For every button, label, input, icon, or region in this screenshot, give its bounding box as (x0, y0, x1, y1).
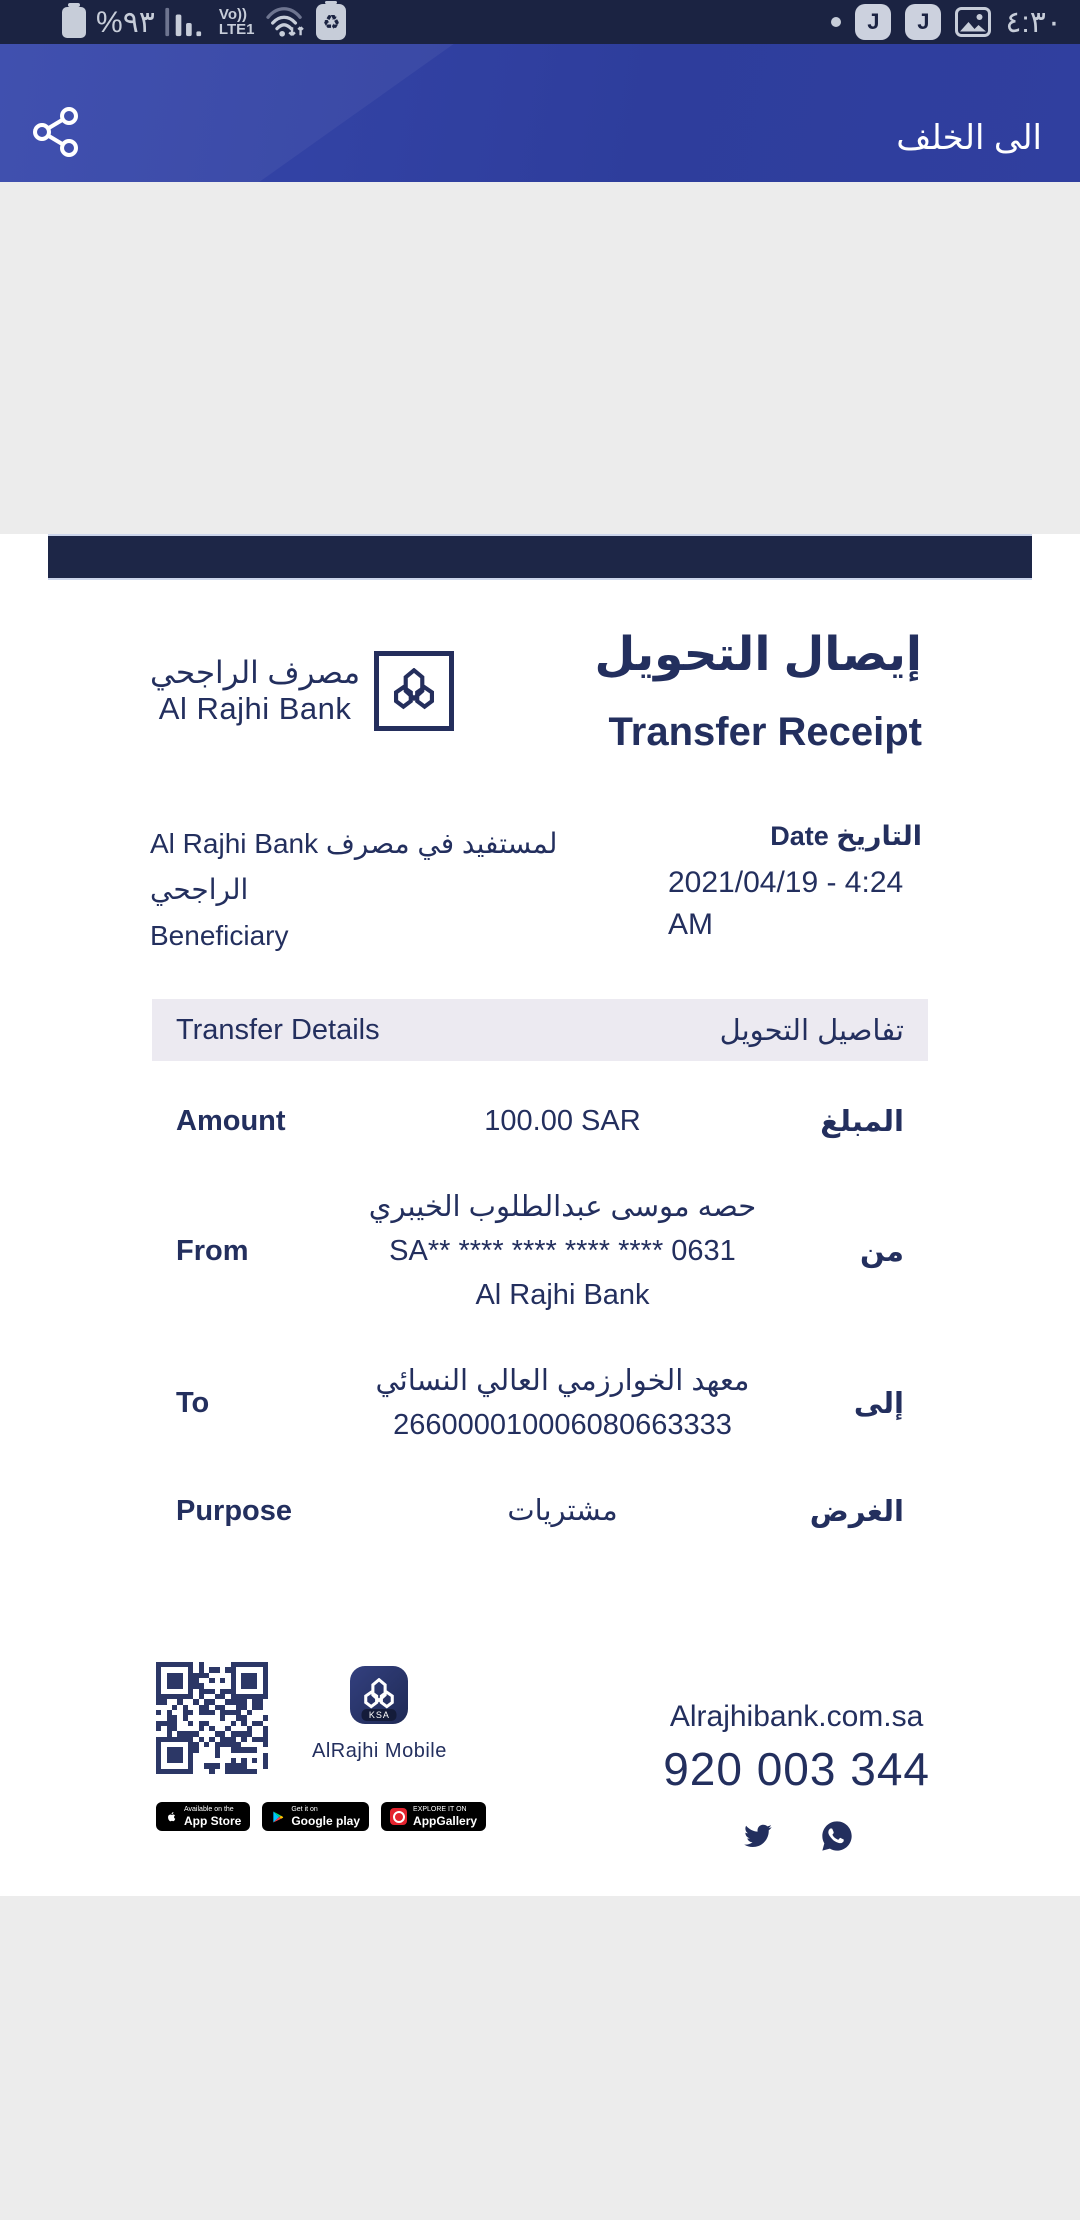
phone-number: 920 003 344 (663, 1743, 930, 1795)
apple-icon (165, 1809, 178, 1825)
row-label-en: To (176, 1386, 210, 1419)
details-row-from (152, 1164, 928, 1338)
details-row-to (152, 1338, 928, 1468)
badge-bottom-text: App Store (184, 1814, 242, 1828)
transfer-details-header (152, 999, 928, 1061)
details-row-purpose (152, 1468, 928, 1554)
power-saving-icon: ♻ (316, 4, 346, 40)
battery-icon (62, 7, 86, 38)
wifi-icon (264, 5, 306, 39)
bank-emblem-icon (374, 651, 454, 731)
notification-dot-icon (831, 17, 841, 27)
date-label: التاريخ Date (770, 821, 922, 851)
ksa-badge: KSA (362, 1709, 397, 1721)
back-button[interactable]: الى الخلف (896, 119, 1042, 157)
badge-bottom-text: Google play (291, 1814, 361, 1828)
app-name-caption: AlRajhi Mobile (312, 1740, 447, 1762)
clock: ٤:٣٠ (1005, 5, 1062, 39)
transfer-details-header-ar: تفاصيل التحويل (719, 1014, 904, 1047)
badge-top-text: Available on the (184, 1806, 234, 1813)
row-value: معهد الخوارزمي العالي النسائي 266000010006080663333 (375, 1365, 750, 1441)
app-notification-icon: J (905, 4, 941, 40)
bank-logo (150, 651, 454, 731)
twitter-icon (741, 1821, 775, 1851)
bank-name-english: Al Rajhi Bank (158, 690, 352, 726)
beneficiary-block (150, 821, 590, 959)
date-value: 2021/04/19 - 4:24 AM (668, 866, 904, 941)
status-right-group (831, 4, 1062, 40)
share-button[interactable] (32, 106, 80, 158)
alrajhi-app-icon (350, 1666, 408, 1724)
content-gap-bottom (0, 1896, 1080, 2220)
footer-contact (663, 1700, 930, 1852)
badge-top-text: EXPLORE IT ON (413, 1806, 467, 1813)
google-play-badge (262, 1802, 369, 1831)
google-play-icon (271, 1809, 285, 1825)
app-store-badge (156, 1802, 250, 1831)
date-beneficiary-row (150, 821, 922, 959)
content-gap-top (0, 182, 1080, 486)
badge-bottom-text: AppGallery (413, 1814, 478, 1828)
volte-label: Vo)) (218, 6, 247, 23)
receipt-top-divider (48, 534, 1032, 580)
row-label-en: Amount (176, 1104, 286, 1137)
receipt-title-block (595, 626, 922, 755)
row-label-en: From (176, 1234, 249, 1267)
app-notification-icon: J (855, 4, 891, 40)
website-url: Alrajhibank.com.sa (669, 1700, 924, 1733)
app-gallery-badge (381, 1802, 486, 1831)
whatsapp-icon (821, 1820, 853, 1852)
bank-logo-text (150, 655, 360, 727)
store-badges (156, 1802, 486, 1831)
row-value: حصه موسى عبدالطلوب الخيبري SA** **** **** **** **** 0631 Al Rajhi Bank (368, 1191, 757, 1311)
battery-percent: %٩٣ (96, 5, 155, 39)
details-table (152, 1067, 928, 1554)
receipt (0, 534, 1080, 1896)
footer-apps (156, 1658, 486, 1831)
date-block (668, 821, 922, 946)
details-row-amount (152, 1067, 928, 1164)
badge-top-text: Get it on (291, 1806, 318, 1813)
receipt-title-arabic: إيصال التحويل (594, 627, 922, 680)
bank-name-arabic: مصرف الراجحي (150, 654, 361, 690)
status-bar (0, 0, 1080, 44)
receipt-head (150, 626, 922, 755)
social-icons (663, 1820, 930, 1852)
share-icon (32, 106, 80, 158)
status-left-group (62, 4, 346, 40)
app-gallery-icon (390, 1808, 407, 1825)
receipt-title-english: Transfer Receipt (608, 710, 922, 754)
row-label-en: Purpose (176, 1494, 293, 1527)
lte-band-label: LTE1 (218, 21, 255, 38)
beneficiary-label: Beneficiary (150, 920, 289, 951)
signal-strength-icon (165, 6, 209, 38)
receipt-footer (156, 1658, 930, 1852)
row-label-ar: المبلغ (820, 1105, 904, 1138)
qr-code (156, 1662, 268, 1774)
row-label-ar: الغرض (809, 1495, 904, 1528)
beneficiary-line: Al Rajhi Bank لمستفيد في مصرف الراجحي (150, 828, 558, 905)
row-value: 100.00 SAR (484, 1105, 641, 1137)
row-label-ar: من (859, 1235, 904, 1268)
mobile-app-block (312, 1666, 447, 1763)
row-value: مشتريات (507, 1495, 618, 1527)
row-label-ar: إلى (853, 1387, 904, 1420)
app-header (0, 44, 1080, 182)
gallery-icon (955, 7, 991, 37)
transfer-details-header-en: Transfer Details (176, 1013, 380, 1046)
network-type-label (219, 7, 255, 37)
